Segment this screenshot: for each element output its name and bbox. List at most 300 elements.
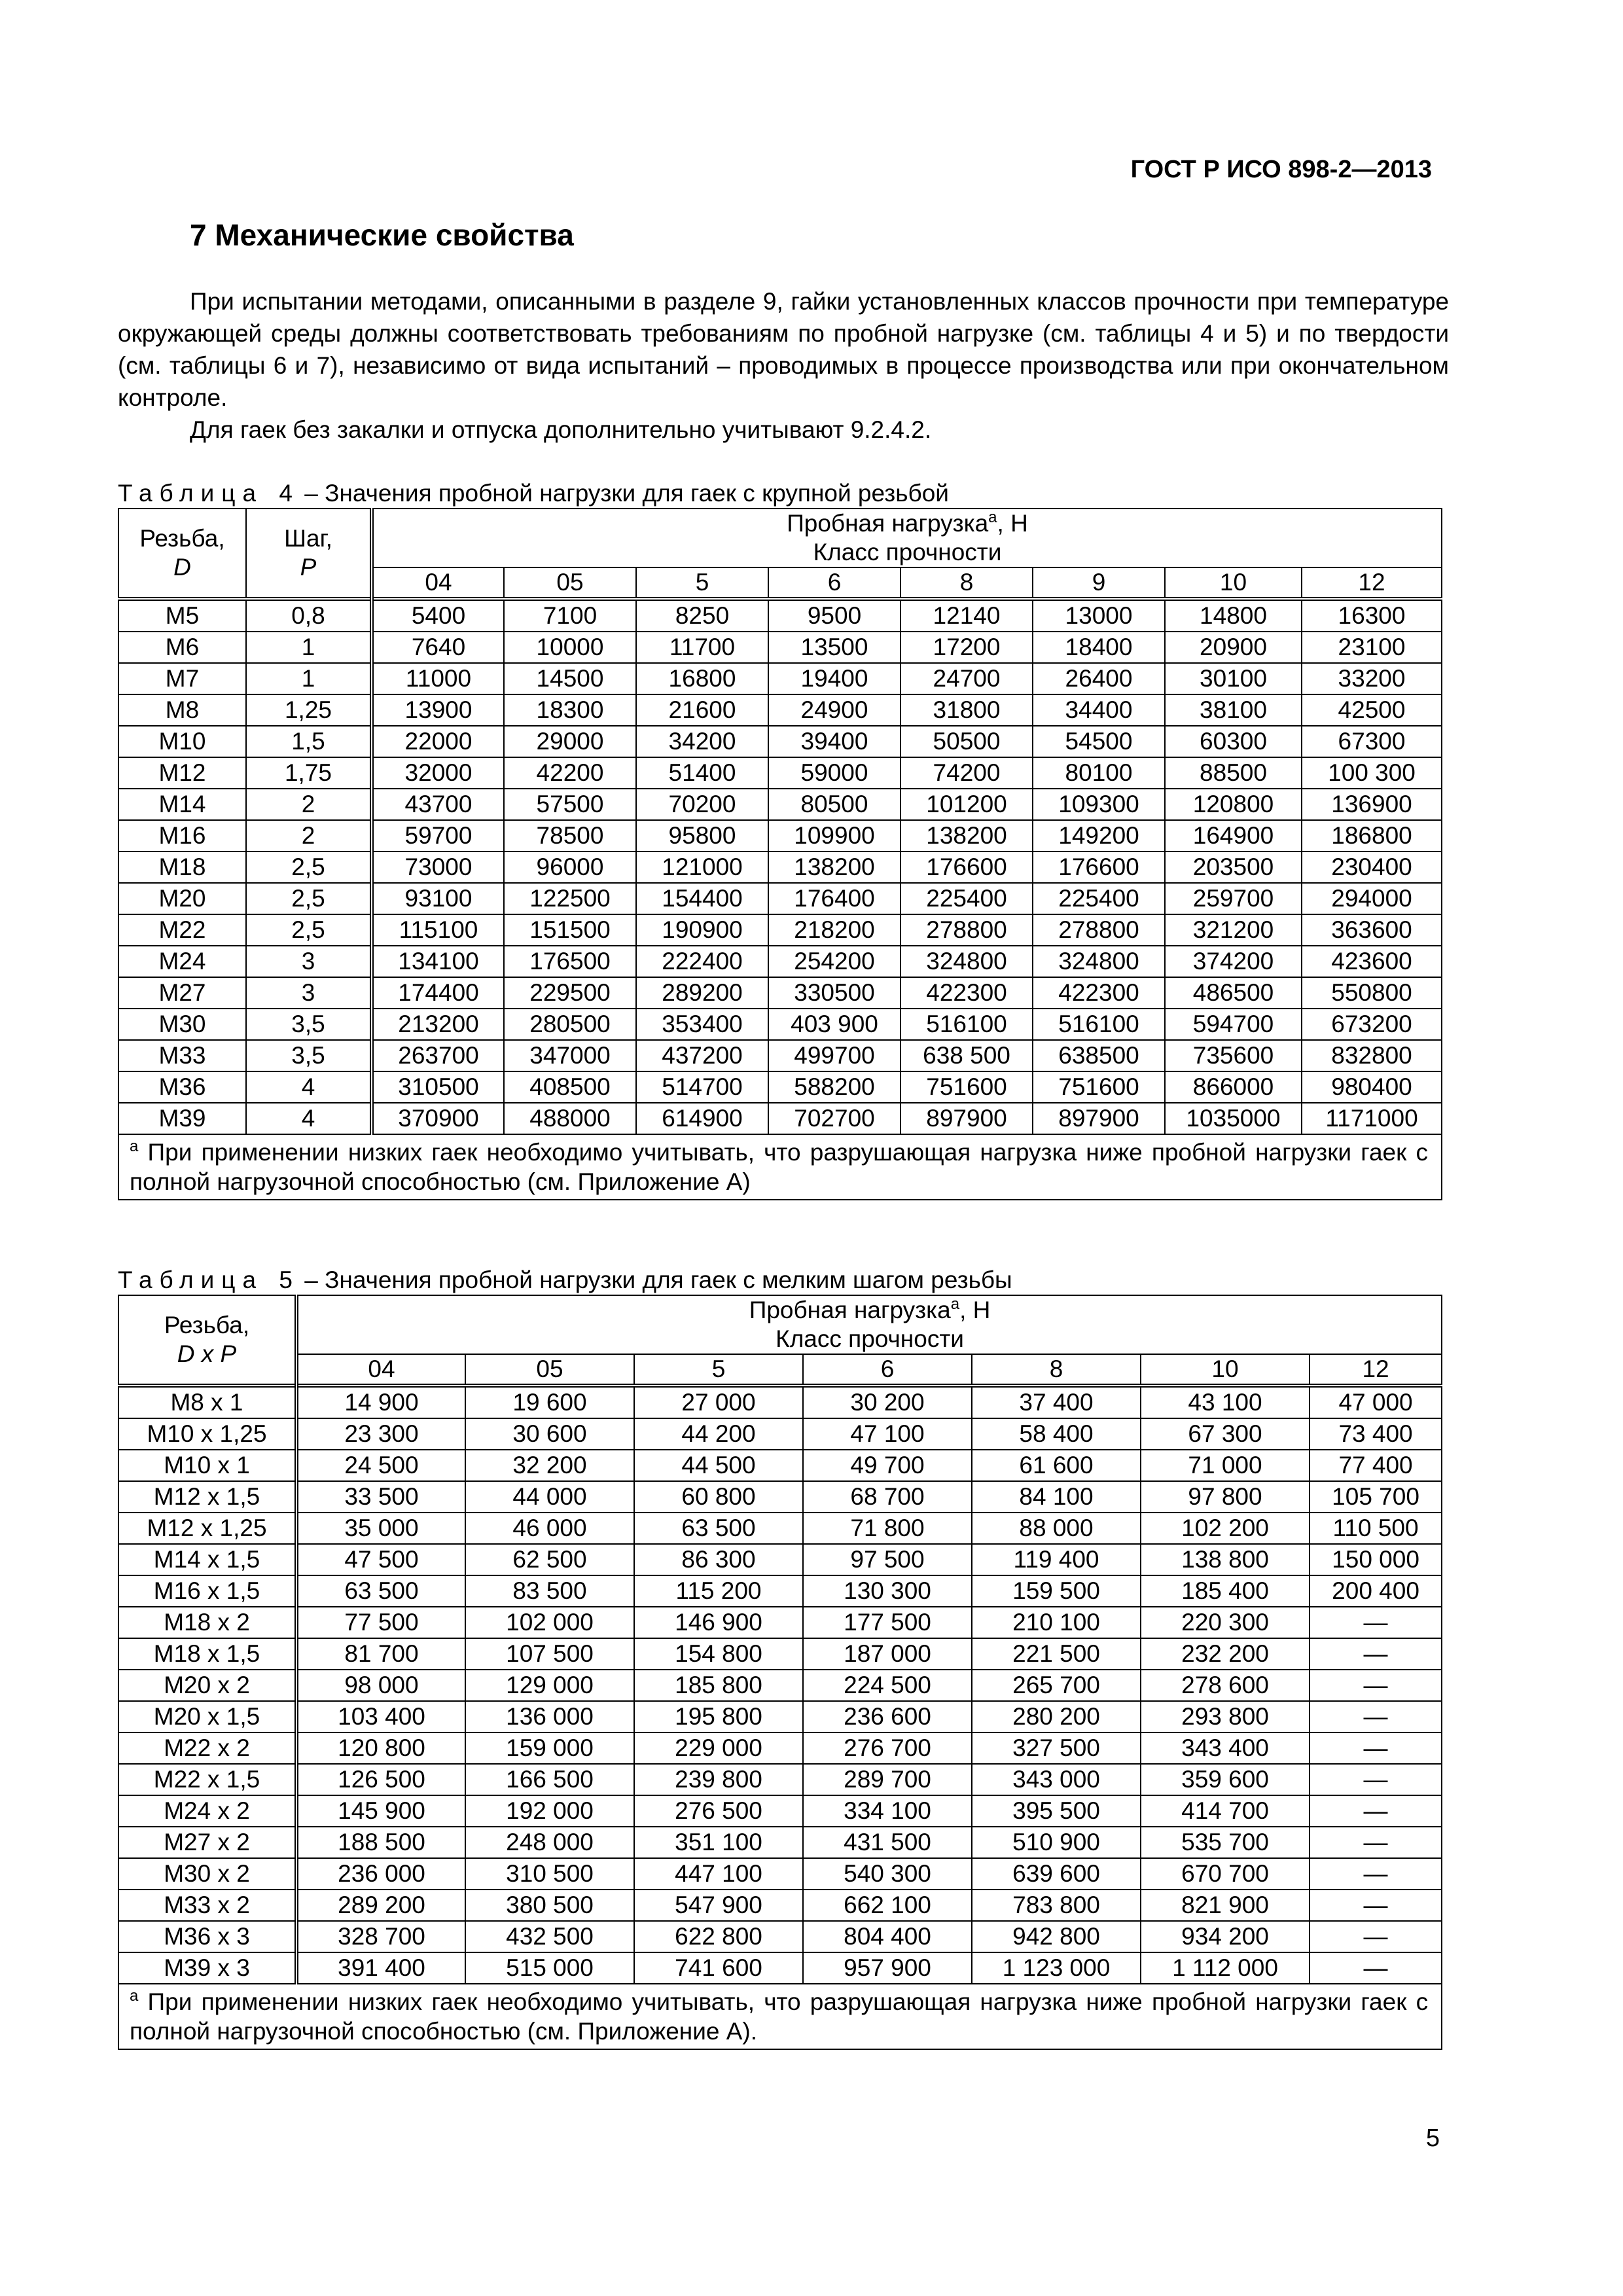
- table4-cell: 101200: [901, 789, 1033, 820]
- table4-cell: 136900: [1302, 789, 1442, 820]
- table5-cell: 276 500: [634, 1795, 803, 1827]
- table5-cell: 195 800: [634, 1701, 803, 1732]
- table5-caption-label: Таблица: [118, 1266, 264, 1293]
- table4-cell: 109900: [768, 820, 901, 852]
- table4-cell: 514700: [636, 1071, 768, 1103]
- table5-thread-header-line2: D x P: [177, 1340, 237, 1367]
- table4-cell: 80500: [768, 789, 901, 820]
- table-row: [118, 914, 1442, 946]
- table-row: [118, 1764, 1442, 1795]
- table4-cell: 13900: [372, 694, 504, 726]
- table4-cell: 42200: [504, 757, 636, 789]
- table5-cell: 60 800: [634, 1481, 803, 1513]
- table5-cell: M18 x 2: [118, 1607, 296, 1638]
- table4-cell: 138200: [768, 852, 901, 883]
- table4-cell: 93100: [372, 883, 504, 914]
- table4-cell: 54500: [1033, 726, 1165, 757]
- table5-cell: 414 700: [1141, 1795, 1310, 1827]
- table4-cell: M36: [118, 1071, 246, 1103]
- section-paragraph-1: При испытании методами, описанными в разделе 9, гайки установленных классов прочности при температуре окружающей среды должны соответствовать требованиям по пробной нагрузке (см. таблицы 4 и 5) и по твердости (см. таблицы 6 и 7), независимо от вида испытаний – проводимых в процессе производства или при окончательном контроле.: [118, 288, 1449, 411]
- table4-cell: 16800: [636, 663, 768, 694]
- table4-cell: 138200: [901, 820, 1033, 852]
- table4-cell: 95800: [636, 820, 768, 852]
- table5-cell: 447 100: [634, 1858, 803, 1890]
- table4-cell: 176500: [504, 946, 636, 977]
- table5-cell: 278 600: [1141, 1670, 1310, 1701]
- table5-cell: —: [1310, 1607, 1442, 1638]
- table4-cell: 59000: [768, 757, 901, 789]
- table5-cell: 115 200: [634, 1575, 803, 1607]
- document-code: ГОСТ Р ИСО 898-2—2013: [1130, 156, 1432, 183]
- table4-cell: 11700: [636, 632, 768, 663]
- table4-class-1: 05: [504, 567, 636, 599]
- table4-cell: M14: [118, 789, 246, 820]
- table5-cell: 431 500: [803, 1827, 972, 1858]
- table4-cell: 347000: [504, 1040, 636, 1071]
- table5-cell: M14 x 1,5: [118, 1544, 296, 1575]
- table5-cell: —: [1310, 1638, 1442, 1670]
- table-row: [118, 1544, 1442, 1575]
- table5-cell: M12 x 1,25: [118, 1513, 296, 1544]
- table-row: [118, 663, 1442, 694]
- table5-class-3: 6: [803, 1354, 972, 1386]
- table4-cell: 310500: [372, 1071, 504, 1103]
- table5-cell: 102 200: [1141, 1513, 1310, 1544]
- table4-cell: 17200: [901, 632, 1033, 663]
- table5-cell: 47 000: [1310, 1386, 1442, 1418]
- table4-cell: 229500: [504, 977, 636, 1009]
- table4-cell: 23100: [1302, 632, 1442, 663]
- table4-class-7: 12: [1302, 567, 1442, 599]
- table5-cell: 670 700: [1141, 1858, 1310, 1890]
- table-row: [118, 1858, 1442, 1890]
- table5-cell: 236 000: [296, 1858, 465, 1890]
- table4-pitch-header-line1: Шаг,: [284, 525, 332, 552]
- table5-cell: 136 000: [465, 1701, 634, 1732]
- table5-cell: —: [1310, 1890, 1442, 1921]
- table4-cell: 499700: [768, 1040, 901, 1071]
- table4-cell: 12140: [901, 599, 1033, 632]
- table4-class-4: 8: [901, 567, 1033, 599]
- table5-footnote: [118, 1984, 1442, 2049]
- table5-cell: 280 200: [972, 1701, 1141, 1732]
- table4-cell: M24: [118, 946, 246, 977]
- table5-cell: 662 100: [803, 1890, 972, 1921]
- table4-class-0: 04: [372, 567, 504, 599]
- table4-cell: 638 500: [901, 1040, 1033, 1071]
- table5-cell: M10 x 1: [118, 1450, 296, 1481]
- table4-cell: 735600: [1165, 1040, 1302, 1071]
- table5-cell: 343 000: [972, 1764, 1141, 1795]
- table4-caption: [118, 479, 949, 508]
- table4-cell: 294000: [1302, 883, 1442, 914]
- table5-cell: M20 x 1,5: [118, 1701, 296, 1732]
- table5-cell: —: [1310, 1670, 1442, 1701]
- table5-cell: 130 300: [803, 1575, 972, 1607]
- table5-cell: 187 000: [803, 1638, 972, 1670]
- table4-cell: 3: [246, 977, 372, 1009]
- table4-cell: 26400: [1033, 663, 1165, 694]
- table4-cell: 1,5: [246, 726, 372, 757]
- table-row: [118, 1701, 1442, 1732]
- table5-class-2: 5: [634, 1354, 803, 1386]
- table4-cell: 32000: [372, 757, 504, 789]
- table5-cell: 639 600: [972, 1858, 1141, 1890]
- table5-cell: 188 500: [296, 1827, 465, 1858]
- table5-cell: —: [1310, 1827, 1442, 1858]
- table4-cell: M33: [118, 1040, 246, 1071]
- table4-cell: 33200: [1302, 663, 1442, 694]
- table4-cell: 57500: [504, 789, 636, 820]
- table5-cell: 210 100: [972, 1607, 1141, 1638]
- table4-cell: M7: [118, 663, 246, 694]
- table5-cell: 63 500: [296, 1575, 465, 1607]
- table-row: [118, 1890, 1442, 1921]
- table4-cell: 24900: [768, 694, 901, 726]
- table5-cell: 804 400: [803, 1921, 972, 1952]
- table5-cell: M22 x 2: [118, 1732, 296, 1764]
- table4-cell: 594700: [1165, 1009, 1302, 1040]
- table5-cell: 62 500: [465, 1544, 634, 1575]
- table4-cell: 437200: [636, 1040, 768, 1071]
- table4-cell: 324800: [1033, 946, 1165, 977]
- table5-cell: 83 500: [465, 1575, 634, 1607]
- table4-cell: 2,5: [246, 914, 372, 946]
- table5-cell: M36 x 3: [118, 1921, 296, 1952]
- table4-cell: 190900: [636, 914, 768, 946]
- table5-cell: 47 100: [803, 1418, 972, 1450]
- table5-cell: 942 800: [972, 1921, 1141, 1952]
- table5-cell: 37 400: [972, 1386, 1141, 1418]
- table4-thread-header-line1: Резьба,: [139, 525, 225, 552]
- table4-class-header: Класс прочности: [372, 538, 1442, 567]
- table5-cell: 232 200: [1141, 1638, 1310, 1670]
- table5-cell: 47 500: [296, 1544, 465, 1575]
- table-row: [118, 1386, 1442, 1418]
- table5-cell: 27 000: [634, 1386, 803, 1418]
- table4-cell: 516100: [1033, 1009, 1165, 1040]
- table4-load-header-sup: а: [988, 509, 997, 526]
- table5-cell: 150 000: [1310, 1544, 1442, 1575]
- table5-cell: 84 100: [972, 1481, 1141, 1513]
- table-row: [118, 1795, 1442, 1827]
- table4-cell: 7100: [504, 599, 636, 632]
- table4-cell: M27: [118, 977, 246, 1009]
- table5-cell: 105 700: [1310, 1481, 1442, 1513]
- table5-cell: 44 500: [634, 1450, 803, 1481]
- table4-thread-header-line2: D: [173, 554, 191, 581]
- table5-cell: 547 900: [634, 1890, 803, 1921]
- table5-cell: 221 500: [972, 1638, 1141, 1670]
- table4-cell: 2,5: [246, 852, 372, 883]
- table4-cell: 321200: [1165, 914, 1302, 946]
- table4-cell: 422300: [1033, 977, 1165, 1009]
- table4-cell: 59700: [372, 820, 504, 852]
- table4-cell: 16300: [1302, 599, 1442, 632]
- table4-cell: 324800: [901, 946, 1033, 977]
- table4: [118, 508, 1442, 1200]
- table5-cell: 88 000: [972, 1513, 1141, 1544]
- table4-cell: 980400: [1302, 1071, 1442, 1103]
- section-paragraph-2: Для гаек без закалки и отпуска дополнительно учитывают 9.2.4.2.: [190, 416, 932, 443]
- table4-cell: 225400: [901, 883, 1033, 914]
- table4-cell: 370900: [372, 1103, 504, 1134]
- table4-load-header-text: Пробная нагрузка: [787, 510, 989, 537]
- table4-cell: 109300: [1033, 789, 1165, 820]
- table4-cell: 897900: [1033, 1103, 1165, 1134]
- table4-cell: 278800: [1033, 914, 1165, 946]
- table5-cell: —: [1310, 1701, 1442, 1732]
- table5-cell: 351 100: [634, 1827, 803, 1858]
- table5-class-5: 10: [1141, 1354, 1310, 1386]
- table4-cell: 330500: [768, 977, 901, 1009]
- table4-cell: 67300: [1302, 726, 1442, 757]
- table5-footnote-text: При применении низких гаек необходимо учитывать, что разрушающая нагрузка ниже пробной нагрузки гаек с полной нагрузочной способностью (см. Приложение А).: [130, 1988, 1429, 2045]
- table5-thread-header-line1: Резьба,: [164, 1312, 250, 1338]
- table4-cell: 403 900: [768, 1009, 901, 1040]
- table4-cell: 254200: [768, 946, 901, 977]
- table5-cell: 248 000: [465, 1827, 634, 1858]
- table-row: [118, 946, 1442, 977]
- table5-cell: 43 100: [1141, 1386, 1310, 1418]
- table4-cell: 115100: [372, 914, 504, 946]
- page-number: 5: [1425, 2125, 1440, 2152]
- table5-cell: M33 x 2: [118, 1890, 296, 1921]
- table4-cell: 21600: [636, 694, 768, 726]
- table5-cell: 107 500: [465, 1638, 634, 1670]
- table4-class-5: 9: [1033, 567, 1165, 599]
- table4-cell: 70200: [636, 789, 768, 820]
- table-row: [118, 883, 1442, 914]
- table5-cell: 229 000: [634, 1732, 803, 1764]
- table5-cell: 120 800: [296, 1732, 465, 1764]
- table4-footnote-mark: а: [130, 1138, 139, 1155]
- table4-cell: M16: [118, 820, 246, 852]
- table5-cell: 129 000: [465, 1670, 634, 1701]
- table5-cell: 359 600: [1141, 1764, 1310, 1795]
- table4-cell: 516100: [901, 1009, 1033, 1040]
- table-row: [118, 1450, 1442, 1481]
- table5-cell: 535 700: [1141, 1827, 1310, 1858]
- table5-cell: 741 600: [634, 1952, 803, 1984]
- table5-load-header: [296, 1295, 1442, 1325]
- table5-cell: 98 000: [296, 1670, 465, 1701]
- table5-cell: 1 123 000: [972, 1952, 1141, 1984]
- table4-cell: 486500: [1165, 977, 1302, 1009]
- table5-cell: 327 500: [972, 1732, 1141, 1764]
- table-row: [118, 1513, 1442, 1544]
- table4-cell: 120800: [1165, 789, 1302, 820]
- table4-cell: 2: [246, 789, 372, 820]
- table4-cell: M22: [118, 914, 246, 946]
- table4-cell: 30100: [1165, 663, 1302, 694]
- table5-cell: 30 600: [465, 1418, 634, 1450]
- table4-cell: 3,5: [246, 1009, 372, 1040]
- table-row: [118, 599, 1442, 632]
- table4-cell: 4: [246, 1103, 372, 1134]
- table-row: [118, 1827, 1442, 1858]
- table5-class-4: 8: [972, 1354, 1141, 1386]
- table5-cell: M30 x 2: [118, 1858, 296, 1890]
- table4-cell: 154400: [636, 883, 768, 914]
- table4-cell: 353400: [636, 1009, 768, 1040]
- table5-cell: 138 800: [1141, 1544, 1310, 1575]
- table5-cell: 119 400: [972, 1544, 1141, 1575]
- table5-class-6: 12: [1310, 1354, 1442, 1386]
- table5-cell: 97 500: [803, 1544, 972, 1575]
- table5-cell: 510 900: [972, 1827, 1141, 1858]
- table4-cell: 3: [246, 946, 372, 977]
- table5-cell: 821 900: [1141, 1890, 1310, 1921]
- table4-cell: 673200: [1302, 1009, 1442, 1040]
- table5-cell: 67 300: [1141, 1418, 1310, 1450]
- table5-cell: 73 400: [1310, 1418, 1442, 1450]
- table5-cell: 68 700: [803, 1481, 972, 1513]
- table4-cell: M8: [118, 694, 246, 726]
- table5-cell: M22 x 1,5: [118, 1764, 296, 1795]
- table5-cell: 30 200: [803, 1386, 972, 1418]
- table5-cell: 126 500: [296, 1764, 465, 1795]
- table4-cell: 13500: [768, 632, 901, 663]
- table-row: [118, 1071, 1442, 1103]
- table4-cell: 1,75: [246, 757, 372, 789]
- table4-cell: 176600: [1033, 852, 1165, 883]
- table4-cell: 74200: [901, 757, 1033, 789]
- table5-cell: 35 000: [296, 1513, 465, 1544]
- table5-cell: 33 500: [296, 1481, 465, 1513]
- table4-cell: 1: [246, 632, 372, 663]
- table5-cell: 14 900: [296, 1386, 465, 1418]
- table5-cell: 265 700: [972, 1670, 1141, 1701]
- table5-caption-number: 5: [279, 1266, 293, 1293]
- table5-cell: 185 800: [634, 1670, 803, 1701]
- table-row: [118, 1732, 1442, 1764]
- table-row: [118, 977, 1442, 1009]
- table4-cell: 34400: [1033, 694, 1165, 726]
- table5-cell: —: [1310, 1921, 1442, 1952]
- table4-cell: 78500: [504, 820, 636, 852]
- table4-cell: 1171000: [1302, 1103, 1442, 1134]
- table4-cell: 176600: [901, 852, 1033, 883]
- table-row: [118, 1103, 1442, 1134]
- table4-cell: 0,8: [246, 599, 372, 632]
- table4-cell: 1,25: [246, 694, 372, 726]
- table4-class-3: 6: [768, 567, 901, 599]
- table5-cell: 289 700: [803, 1764, 972, 1795]
- table5-cell: 239 800: [634, 1764, 803, 1795]
- table5-cell: 159 000: [465, 1732, 634, 1764]
- table-row: [118, 1638, 1442, 1670]
- table4-cell: 408500: [504, 1071, 636, 1103]
- table4-cell: 278800: [901, 914, 1033, 946]
- table4-cell: 96000: [504, 852, 636, 883]
- table5-cell: 934 200: [1141, 1921, 1310, 1952]
- table5-cell: 46 000: [465, 1513, 634, 1544]
- table4-cell: 10000: [504, 632, 636, 663]
- table4-cell: M10: [118, 726, 246, 757]
- table4-cell: 2: [246, 820, 372, 852]
- table-row: [118, 694, 1442, 726]
- table4-cell: M12: [118, 757, 246, 789]
- table5-cell: 395 500: [972, 1795, 1141, 1827]
- table5-cell: M18 x 1,5: [118, 1638, 296, 1670]
- table5-load-header-unit: , Н: [959, 1297, 991, 1323]
- table4-cell: 259700: [1165, 883, 1302, 914]
- table5-cell: 293 800: [1141, 1701, 1310, 1732]
- table4-thread-header: [118, 509, 246, 599]
- table4-cell: M6: [118, 632, 246, 663]
- table5-cell: M39 x 3: [118, 1952, 296, 1984]
- table4-cell: 263700: [372, 1040, 504, 1071]
- table5-cell: 49 700: [803, 1450, 972, 1481]
- table-row: [118, 789, 1442, 820]
- table4-cell: 488000: [504, 1103, 636, 1134]
- table5-cell: 200 400: [1310, 1575, 1442, 1607]
- table-row: [118, 1952, 1442, 1984]
- table4-cell: 186800: [1302, 820, 1442, 852]
- table5-footnote-mark: а: [130, 1987, 139, 2005]
- table-row: [118, 1607, 1442, 1638]
- table5-cell: —: [1310, 1732, 1442, 1764]
- table4-class-2: 5: [636, 567, 768, 599]
- table4-cell: 280500: [504, 1009, 636, 1040]
- table5-cell: 102 000: [465, 1607, 634, 1638]
- table4-cell: 39400: [768, 726, 901, 757]
- table5-class-header: Класс прочности: [296, 1325, 1442, 1354]
- table5-cell: 58 400: [972, 1418, 1141, 1450]
- table5-cell: 159 500: [972, 1575, 1141, 1607]
- table5-cell: 1 112 000: [1141, 1952, 1310, 1984]
- table5-cell: 166 500: [465, 1764, 634, 1795]
- table4-cell: 374200: [1165, 946, 1302, 977]
- table4-cell: 174400: [372, 977, 504, 1009]
- table5-cell: 71 800: [803, 1513, 972, 1544]
- table5-cell: 154 800: [634, 1638, 803, 1670]
- table5-load-header-sup: а: [950, 1295, 960, 1313]
- table4-cell: 897900: [901, 1103, 1033, 1134]
- table4-cell: 866000: [1165, 1071, 1302, 1103]
- table4-cell: 2,5: [246, 883, 372, 914]
- table4-load-header: [372, 509, 1442, 538]
- table4-caption-label: Таблица: [118, 480, 264, 507]
- table4-caption-number: 4: [279, 480, 293, 507]
- table4-cell: 11000: [372, 663, 504, 694]
- table5-cell: 81 700: [296, 1638, 465, 1670]
- table4-cell: 22000: [372, 726, 504, 757]
- table4-load-header-unit: , Н: [997, 510, 1028, 537]
- table5-cell: —: [1310, 1952, 1442, 1984]
- table5-cell: 343 400: [1141, 1732, 1310, 1764]
- table5-cell: 380 500: [465, 1890, 634, 1921]
- table5-cell: 63 500: [634, 1513, 803, 1544]
- table5-cell: 310 500: [465, 1858, 634, 1890]
- table4-cell: 225400: [1033, 883, 1165, 914]
- table4-cell: 18400: [1033, 632, 1165, 663]
- table4-cell: 230400: [1302, 852, 1442, 883]
- table4-cell: 164900: [1165, 820, 1302, 852]
- table4-cell: 289200: [636, 977, 768, 1009]
- table4-cell: M5: [118, 599, 246, 632]
- table5-cell: 77 400: [1310, 1450, 1442, 1481]
- table5-cell: 97 800: [1141, 1481, 1310, 1513]
- table4-cell: 88500: [1165, 757, 1302, 789]
- table5-cell: M8 x 1: [118, 1386, 296, 1418]
- table5-cell: M16 x 1,5: [118, 1575, 296, 1607]
- table4-cell: 213200: [372, 1009, 504, 1040]
- table4-cell: 614900: [636, 1103, 768, 1134]
- table4-cell: 8250: [636, 599, 768, 632]
- table4-cell: 588200: [768, 1071, 901, 1103]
